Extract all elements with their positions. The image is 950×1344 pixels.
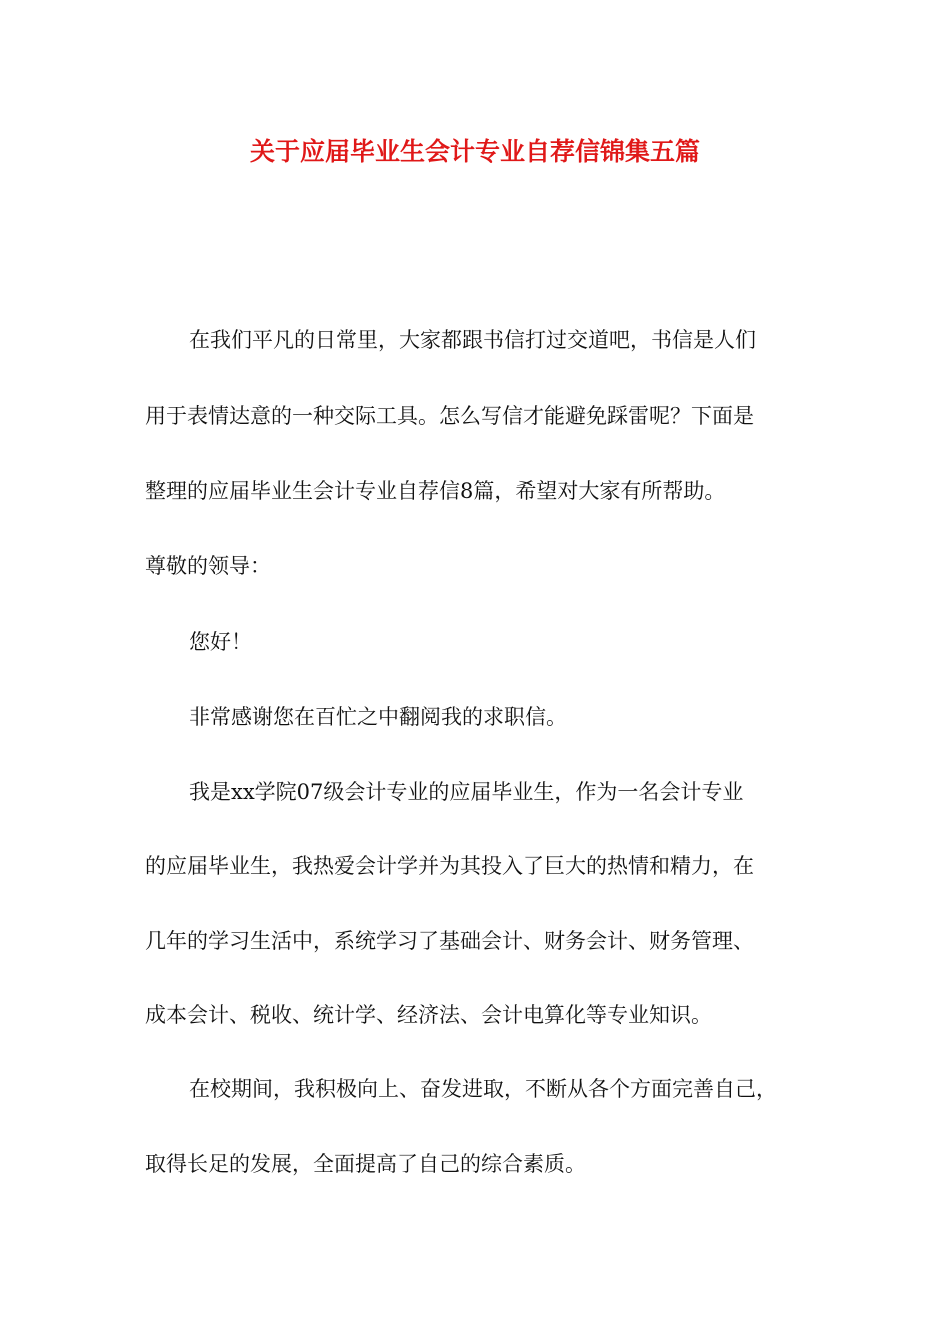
body-line-2: 用于表情达意的一种交际工具。怎么写信才能避免踩雷呢？下面是	[145, 404, 754, 428]
body-line-8: 的应届毕业生，我热爱会计学并为其投入了巨大的热情和精力，在	[145, 854, 754, 878]
body-line-12: 取得长足的发展，全面提高了自己的综合素质。	[145, 1152, 586, 1176]
greeting: 您好！	[189, 630, 252, 654]
body-line-1: 在我们平凡的日常里，大家都跟书信打过交道吧，书信是人们	[189, 328, 756, 352]
body-line-10: 成本会计、税收、统计学、经济法、会计电算化等专业知识。	[145, 1003, 712, 1027]
body-line-9: 几年的学习生活中，系统学习了基础会计、财务会计、财务管理、	[145, 929, 754, 953]
body-line-6: 非常感谢您在百忙之中翻阅我的求职信。	[189, 705, 567, 729]
body-line-11: 在校期间，我积极向上、奋发进取，不断从各个方面完善自己，	[189, 1077, 777, 1101]
body-line-7: 我是xx学院07级会计专业的应届毕业生，作为一名会计专业	[189, 780, 744, 804]
document-title: 关于应届毕业生会计专业自荐信锦集五篇	[249, 137, 700, 166]
salutation: 尊敬的领导：	[145, 554, 271, 578]
body-line-3: 整理的应届毕业生会计专业自荐信8篇，希望对大家有所帮助。	[145, 479, 726, 503]
